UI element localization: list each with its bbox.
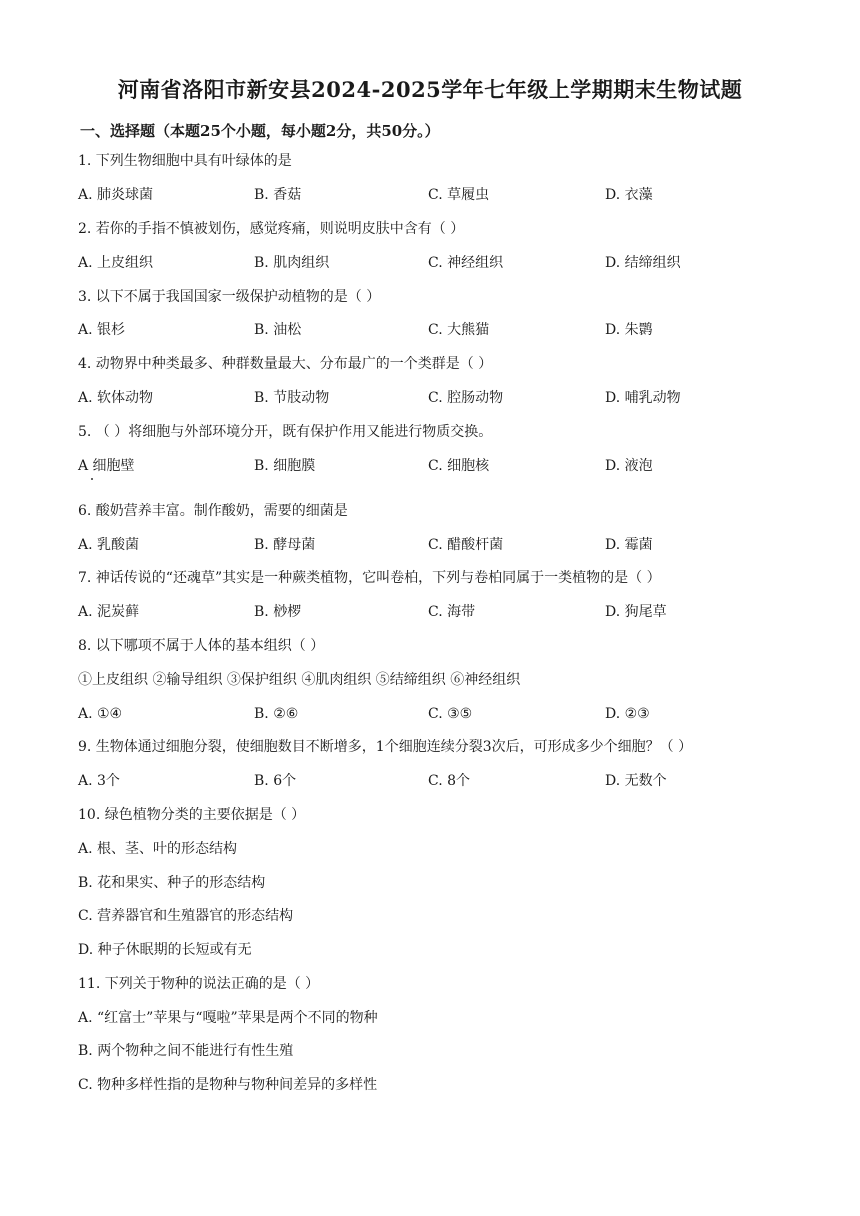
option-d: D. 衣藻 (605, 187, 653, 203)
question-3-stem: 3. 以下不属于我国国家一级保护动植物的是（ ） (78, 289, 381, 305)
option-d: D. 朱鹮 (605, 322, 653, 338)
question-5-stem: 5. （ ）将细胞与外部环境分开，既有保护作用又能进行物质交换。 (78, 424, 493, 440)
question-1-options (78, 186, 788, 204)
question-1-stem: 1. 下列生物细胞中具有叶绿体的是 (78, 153, 292, 169)
question-11-option-a: A. “红富士”苹果与“嘎啦”苹果是两个不同的物种 (78, 1010, 378, 1026)
option-a: A. 泥炭藓 (78, 604, 140, 620)
option-c: C. 8个 (428, 773, 471, 789)
option-b: B. 6个 (254, 773, 297, 789)
stray-dot-mark (91, 478, 93, 480)
question-11-option-b: B. 两个物种之间不能进行有性生殖 (78, 1043, 294, 1059)
option-b: B. ②⑥ (254, 706, 299, 722)
option-b: B. 香菇 (254, 187, 302, 203)
option-a: A. 银杉 (78, 322, 126, 338)
option-d: D. 无数个 (605, 773, 667, 789)
option-a: A. ①④ (78, 706, 123, 722)
question-8-stem: 8. 以下哪项不属于人体的基本组织（ ） (78, 638, 325, 654)
section-heading: 一、选择题（本题25个小题，每小题2分，共50分。） (80, 122, 440, 140)
question-2-stem: 2. 若你的手指不慎被划伤，感觉疼痛，则说明皮肤中含有（ ） (78, 221, 465, 237)
question-7-options (78, 603, 788, 621)
question-9-stem: 9. 生物体通过细胞分裂，使细胞数目不断增多，1个细胞连续分裂3次后，可形成多少个细胞？（ ） (78, 739, 693, 755)
option-c: C. ③⑤ (428, 706, 473, 722)
option-a: A. 乳酸菌 (78, 537, 140, 553)
option-a: A. 肺炎球菌 (78, 187, 154, 203)
option-d: D. 结缔组织 (605, 255, 681, 271)
option-b: B. 油松 (254, 322, 302, 338)
question-4-options (78, 389, 788, 407)
question-11-stem: 11. 下列关于物种的说法正确的是（ ） (78, 976, 320, 992)
option-c: C. 腔肠动物 (428, 390, 504, 406)
option-d: D. 霉菌 (605, 537, 653, 553)
option-a: A. 软体动物 (78, 390, 154, 406)
question-9-options (78, 772, 788, 790)
option-a: A. 上皮组织 (78, 255, 154, 271)
option-b: B. 肌肉组织 (254, 255, 330, 271)
question-10-stem: 10. 绿色植物分类的主要依据是（ ） (78, 807, 306, 823)
option-c: C. 神经组织 (428, 255, 504, 271)
option-d: D. 哺乳动物 (605, 390, 681, 406)
question-4-stem: 4. 动物界中种类最多、种群数量最大、分布最广的一个类群是（ ） (78, 356, 493, 372)
question-6-stem: 6. 酸奶营养丰富。制作酸奶，需要的细菌是 (78, 503, 348, 519)
question-10-option-d: D. 种子休眠期的长短或有无 (78, 942, 252, 958)
option-c: C. 醋酸杆菌 (428, 537, 504, 553)
option-c: C. 海带 (428, 604, 476, 620)
question-8-options (78, 705, 788, 723)
question-5-options (78, 457, 788, 475)
option-b: B. 桫椤 (254, 604, 302, 620)
question-8-choices: ①上皮组织 ②输导组织 ③保护组织 ④肌肉组织 ⑤结缔组织 ⑥神经组织 (78, 672, 521, 688)
question-3-options (78, 321, 788, 339)
question-10-option-a: A. 根、茎、叶的形态结构 (78, 841, 238, 857)
question-2-options (78, 254, 788, 272)
question-10-option-b: B. 花和果实、种子的形态结构 (78, 875, 266, 891)
option-a: A 细胞壁 (78, 458, 135, 474)
option-a: A. 3个 (78, 773, 120, 789)
option-c: C. 大熊猫 (428, 322, 490, 338)
option-d: D. ②③ (605, 706, 650, 722)
question-6-options (78, 536, 788, 554)
question-7-stem: 7. 神话传说的“还魂草”其实是一种蕨类植物，它叫卷柏，下列与卷柏同属于一类植物的是（ ） (78, 570, 661, 586)
option-c: C. 草履虫 (428, 187, 490, 203)
exam-title: 河南省洛阳市新安县2024-2025学年七年级上学期期末生物试题 (117, 77, 743, 102)
question-10-option-c: C. 营养器官和生殖器官的形态结构 (78, 908, 294, 924)
option-c: C. 细胞核 (428, 458, 490, 474)
option-b: B. 节肢动物 (254, 390, 330, 406)
option-b: B. 酵母菌 (254, 537, 316, 553)
question-11-option-c: C. 物种多样性指的是物种与物种间差异的多样性 (78, 1077, 378, 1093)
option-b: B. 细胞膜 (254, 458, 316, 474)
option-d: D. 液泡 (605, 458, 653, 474)
option-d: D. 狗尾草 (605, 604, 667, 620)
